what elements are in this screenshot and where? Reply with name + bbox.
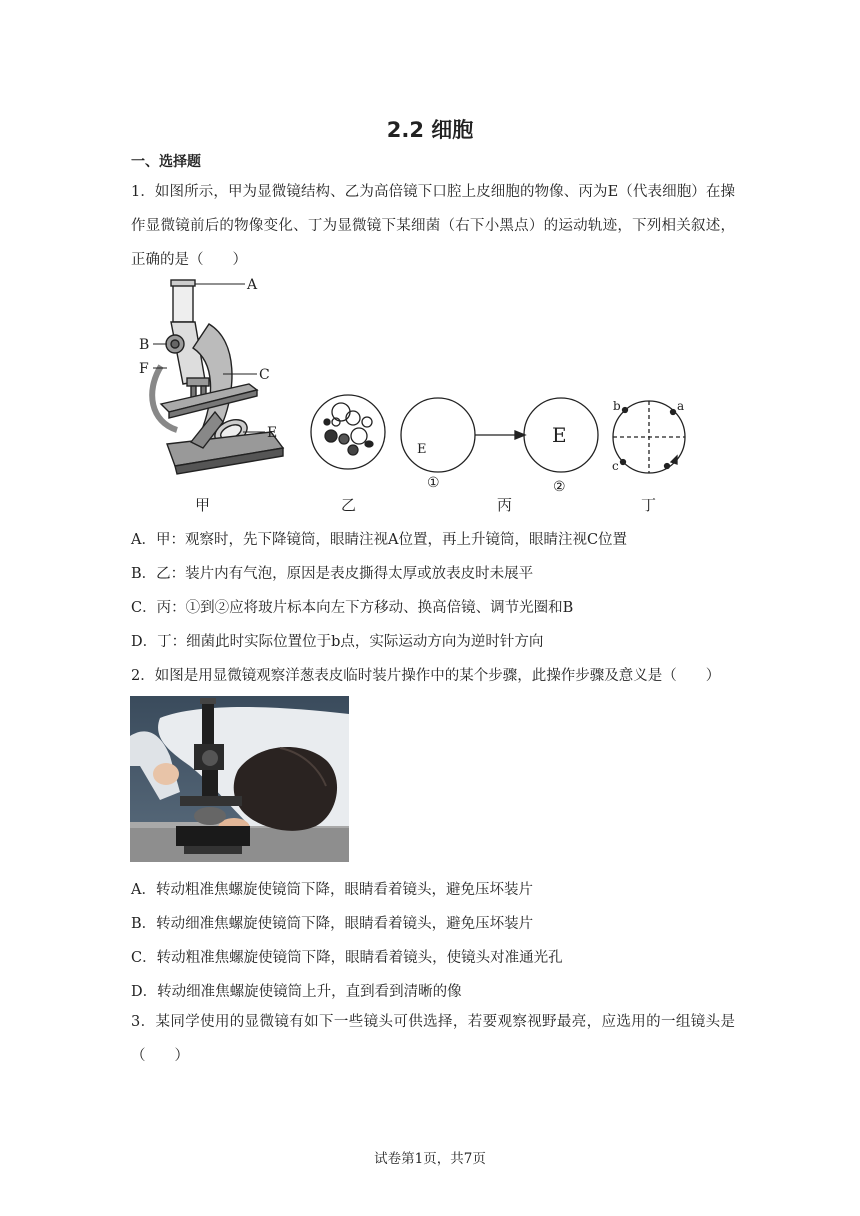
- question-2-option-c: C．转动粗准焦螺旋使镜筒下降，眼睛看着镜头，使镜头对准通光孔: [131, 950, 563, 966]
- label-F: F: [139, 361, 149, 377]
- marker-2: ②: [553, 479, 566, 495]
- section-heading: 一、选择题: [131, 154, 201, 170]
- label-E: E: [267, 425, 278, 441]
- caption-bing: 丙: [497, 496, 513, 514]
- caption-yi: 乙: [341, 496, 357, 514]
- question-1-option-a: A．甲：观察时，先下降镜筒，眼睛注视A位置，再上升镜筒，眼睛注视C位置: [131, 532, 628, 548]
- question-2-option-b: B．转动细准焦螺旋使镜筒下降，眼睛看着镜头，避免压坏装片: [131, 916, 534, 932]
- label-C: C: [259, 367, 270, 383]
- ding-label-a: a: [677, 399, 685, 413]
- question-1-stem: 1．如图所示，甲为显微镜结构、乙为高倍镜下口腔上皮细胞的物像、丙为E（代表细胞）在操作显微镜前后的物像变化、丁为显微镜下某细菌（右下小黑点）的运动轨迹，下列相关叙述，正确的是（ ）: [131, 184, 735, 268]
- label-A: A: [247, 277, 258, 293]
- question-1-figure: [131, 272, 731, 522]
- page-footer: 试卷第1页，共7页: [374, 1151, 486, 1167]
- question-1-option-c: C．丙：①到②应将玻片标本向左下方移动、换高倍镜、调节光圈和B: [131, 600, 574, 616]
- bing-small-E: E: [417, 442, 427, 457]
- question-3-stem: 3．某同学使用的显微镜有如下一些镜头可供选择，若要观察视野最亮，应选用的一组镜头是（ ）: [131, 1014, 735, 1064]
- marker-1: ①: [427, 475, 440, 491]
- trajectory-circle: [613, 401, 685, 473]
- label-B: B: [139, 337, 150, 353]
- question-1-option-b: B．乙：装片内有气泡，原因是表皮撕得太厚或放表皮时未展平: [131, 566, 534, 582]
- caption-ding: 丁: [641, 496, 657, 514]
- question-1-option-d: D．丁：细菌此时实际位置位于b点，实际运动方向为逆时针方向: [131, 634, 544, 650]
- page-title: 2.2 细胞: [386, 118, 474, 142]
- question-2-option-d: D．转动细准焦螺旋使镜筒上升，直到看到清晰的像: [131, 984, 462, 1000]
- bing-large-E: E: [552, 423, 567, 447]
- image-shift-diagram: [401, 398, 598, 472]
- ding-label-c: c: [612, 459, 619, 473]
- question-2-stem: 2．如图是用显微镜观察洋葱表皮临时装片操作中的某个步骤，此操作步骤及意义是（ ）: [131, 668, 721, 684]
- microscope-operation-photo: [130, 696, 349, 862]
- caption-jia: 甲: [195, 496, 211, 514]
- question-2-option-a: A．转动粗准焦螺旋使镜筒下降，眼睛看着镜头，避免压坏装片: [131, 882, 533, 898]
- cell-view-circle: [311, 395, 385, 469]
- ding-label-b: b: [613, 399, 621, 413]
